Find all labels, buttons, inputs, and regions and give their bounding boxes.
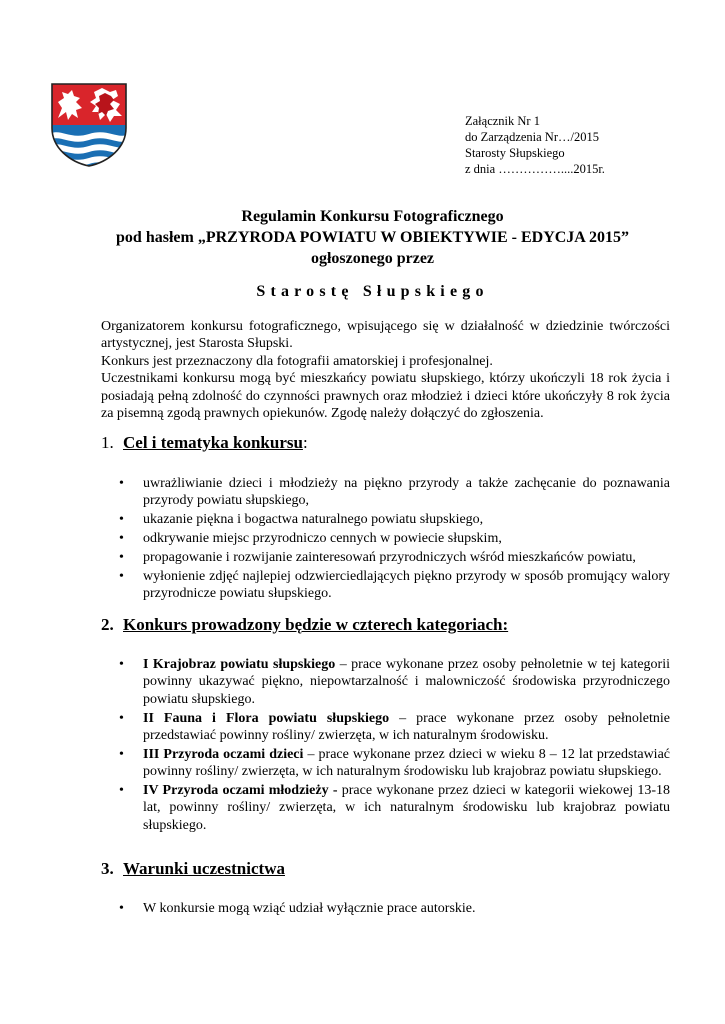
annex-line-1: Załącznik Nr 1	[465, 114, 540, 128]
list-item	[143, 782, 670, 834]
annex-note	[465, 113, 605, 177]
section-1-title: Cel i tematyka konkursu	[123, 433, 303, 452]
category-name: IV Przyroda oczami młodzieży -	[143, 783, 338, 799]
list-item: • odkrywanie miejsc przyrodniczo cennych w powiecie słupskim,	[143, 530, 670, 547]
list-item	[143, 656, 670, 708]
title-line-4: Starostę Słupskiego	[256, 283, 489, 300]
section-1-heading	[101, 433, 308, 453]
coat-of-arms-icon	[50, 82, 128, 168]
category-name: II Fauna i Flora powiatu słupskiego	[143, 710, 390, 726]
category-description: – prace wykonane przez dzieci w wieku 8 – 12 lat przedstawiać powinny rośliny/ zwierzęta, w ich naturalnym środowisku lub krajobraz powiatu słupskiego.	[143, 746, 670, 780]
section-2-heading	[101, 615, 508, 635]
title-line-3: ogłoszonego przez	[310, 250, 435, 267]
annex-line-4: z dnia ……………....2015r.	[465, 162, 605, 176]
section-2-number: 2.	[101, 615, 114, 634]
category-description: – prace wykonane przez osoby pełnoletnie przedstawiać powinny rośliny/ zwierzęta, w ich naturalnym środowisku.	[143, 710, 670, 744]
section-2-list	[143, 656, 670, 836]
intro-paragraph-3: Uczestnikami konkursu mogą być mieszkańcy powiatu słupskiego, którzy ukończyli 18 rok życia i posiadają pełną zdolność do czynności prawnych oraz młodzież i dzieci które ukończyły 8 rok życia za pisemną zgodą prawnych opiekunów. Zgodę należy dołączyć do zgłoszenia.	[101, 371, 670, 422]
section-1-list	[143, 475, 670, 604]
section-3-title: Warunki uczestnictwa	[123, 859, 285, 878]
section-3-list	[143, 900, 670, 919]
list-item: • wyłonienie zdjęć najlepiej odzwierciedlających piękno przyrody w sposób promujący walory przyrodnicze powiatu słupskiego.	[143, 568, 670, 603]
section-1-number: 1.	[101, 433, 114, 452]
intro-paragraph-2: Konkurs jest przeznaczony dla fotografii amatorskiej i profesjonalnej.	[101, 353, 493, 369]
annex-line-3: Starosty Słupskiego	[465, 146, 565, 160]
annex-line-2: do Zarządzenia Nr…/2015	[465, 130, 599, 144]
category-name: III Przyroda oczami dzieci	[143, 746, 304, 762]
list-item	[143, 746, 670, 781]
list-item: • W konkursie mogą wziąć udział wyłącznie prace autorskie.	[143, 900, 670, 917]
list-item	[143, 710, 670, 745]
section-1-suffix: :	[302, 433, 308, 452]
section-2-title: Konkurs prowadzony będzie w czterech kategoriach:	[123, 615, 509, 634]
category-description: prace wykonane przez dzieci w kategorii wiekowej 13-18 lat, powinny rośliny/ zwierzęta, w ich naturalnym środowisku lub krajobraz powiatu słupskiego.	[143, 783, 671, 833]
intro-paragraph-1: Organizatorem konkursu fotograficznego, wpisującego się w działalność w dziedzinie twórczości artystycznej, jest Starosta Słupski.	[101, 319, 670, 352]
title-line-1: Regulamin Konkursu Fotograficznego	[241, 208, 504, 225]
category-name: I Krajobraz powiatu słupskiego	[143, 657, 336, 672]
title-line-2: pod hasłem „PRZYRODA POWIATU W OBIEKTYWIE - EDYCJA 2015”	[116, 229, 629, 246]
section-3-number: 3.	[101, 859, 114, 878]
intro-text	[101, 318, 670, 422]
section-3-heading	[101, 859, 285, 879]
list-item: • uwrażliwianie dzieci i młodzieży na piękno przyrody a także zachęcanie do poznawania przyrody powiatu słupskiego,	[143, 475, 670, 510]
category-description: – prace wykonane przez osoby pełnoletnie w tej kategorii powinny ukazywać piękno, niepowtarzalność i malowniczość środowiska przyrodniczego powiatu słupskiego.	[143, 657, 670, 707]
document-title	[60, 206, 685, 269]
list-item: • propagowanie i rozwijanie zainteresowań przyrodniczych wśród mieszkańców powiatu,	[143, 549, 670, 566]
list-item: • ukazanie piękna i bogactwa naturalnego powiatu słupskiego,	[143, 511, 670, 528]
